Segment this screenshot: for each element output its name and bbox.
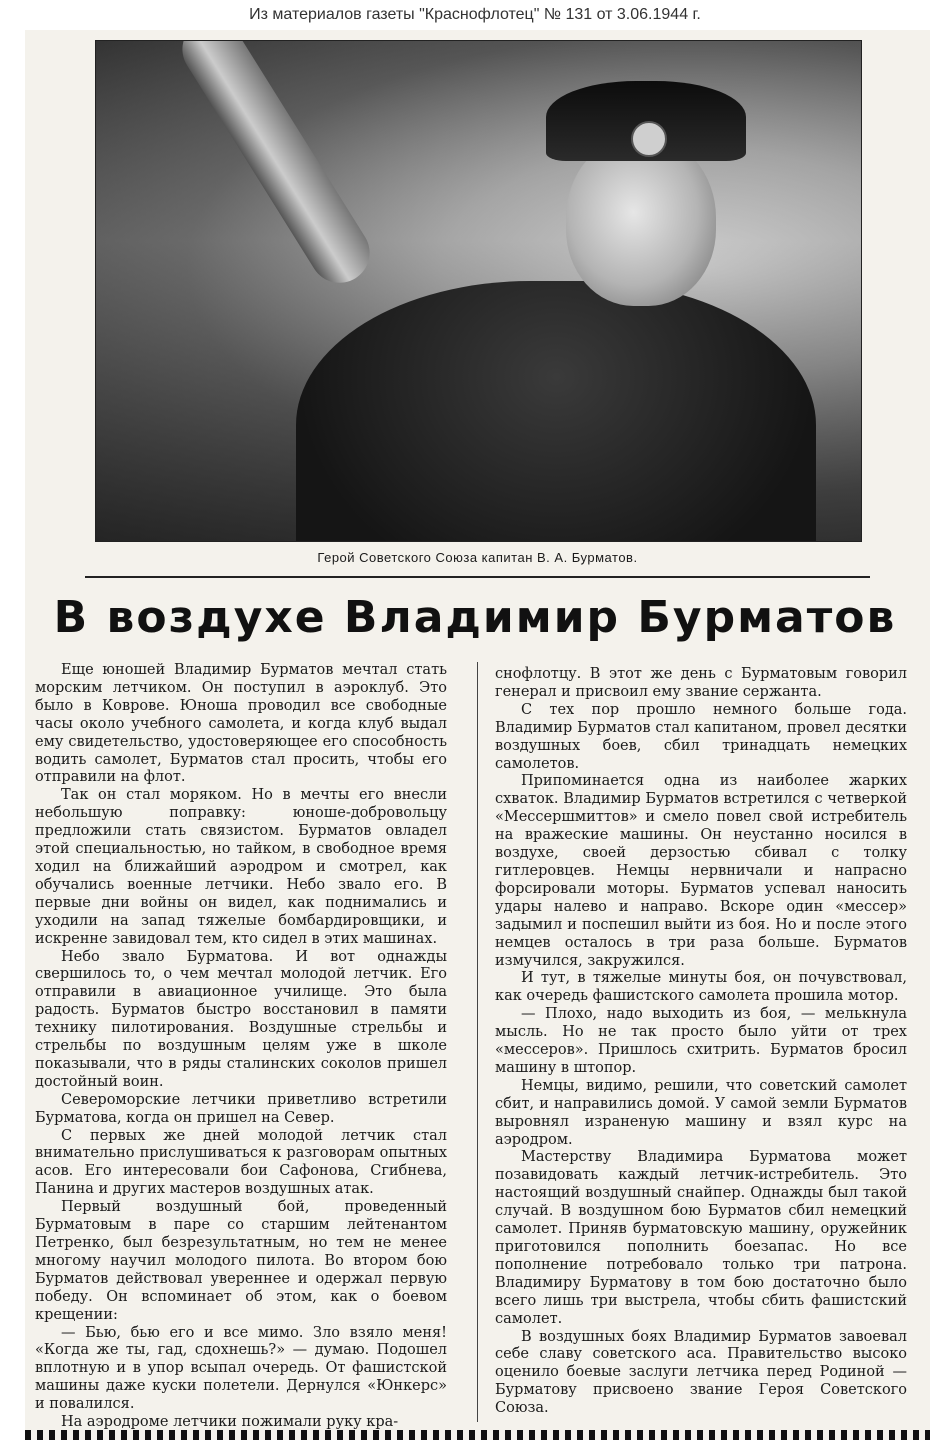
- paragraph: Так он стал моряком. Но в мечты его внесли небольшую поправку: юноше-добровольцу предложили стать связистом. Бурматов овладел этой специальностью, но тайком, в свободное время ходил на ближайший аэродром и смотрел, как обучались военные летчики. Небо звало его. В первые дни войны он видел, как поднимались и уходили на запад тяжелые бомбардировщики, и искренне завидовал тем, кто сидел в этих машинах.: [35, 787, 447, 947]
- paragraph: С тех пор прошло немного больше года. Владимир Бурматов стал капитаном, провел десятки воздушных боев, сбил тринадцать немецких самолетов.: [495, 701, 907, 772]
- paragraph: Еще юношей Владимир Бурматов мечтал стать морским летчиком. Он поступил в аэроклуб. Это было в Коврове. Юноша проводил все свободные часы около учебного самолета, и когда клуб выдал ему свидетельство, удостоверяющее его способность водить самолет, Бурматов стал просить, чтобы его отправили на флот.: [35, 662, 447, 786]
- column-divider: [477, 662, 478, 1422]
- fur-coat: [296, 281, 816, 542]
- article-headline: В воздухе Владимир Бурматов: [53, 592, 897, 643]
- paragraph: — Плохо, надо выходить из боя, — мелькнула мысль. Но не так просто было уйти от трех «мессеров». Пришлось схитрить. Бурматов бросил машину в штопор.: [495, 1006, 907, 1076]
- paragraph: Североморские летчики приветливо встретили Бурматова, когда он пришел на Север.: [35, 1091, 447, 1126]
- photo-caption: Герой Советского Союза капитан В. А. Бурматов.: [317, 550, 638, 565]
- article-column-left: [35, 662, 447, 1430]
- paragraph: Первый воздушный бой, проведенный Бурматовым в паре со старшим лейтенантом Петренко, был безрезультатным, но тем не менее многому научил молодого пилота. Во втором бою Бурматов действовал увереннее и одержал первую победу. Он вспоминает об этом, как о боевом крещении:: [35, 1199, 447, 1323]
- portrait-photo: [95, 40, 862, 542]
- paragraph: Припоминается одна из наиболее жарких схваток. Владимир Бурматов встретился с четверкой «Мессершмиттов» и смело повел свой истребитель на вражеские машины. Он неустанно носился в воздухе, своей дерзостью сбивал с толку гитлеровцев. Немцы нервничали и напрасно форсировали моторы. Бурматов успевал наносить удары налево и направо. Вскоре один «мессер» задымил и поспешил выйти из боя. Но и после этого немцев осталось в три раза больше. Бурматов измучился, закружился.: [495, 773, 907, 969]
- paragraph: И тут, в тяжелые минуты боя, он почувствовал, как очередь фашистского самолета прошила мотор.: [495, 970, 907, 1005]
- article-column-right: [495, 666, 907, 1434]
- paragraph: Небо звало Бурматова. И вот однажды свершилось то, о чем мечтал молодой летчик. Его отправили в авиационное училище. Это была радость. Бурматов быстро восстановил в памяти технику пилотирования. Воздушные стрельбы и стрельбы по воздушным целям уже в школе показывали, что в ряды сталинских соколов пришел достойный воин.: [35, 948, 447, 1090]
- cap-badge-icon: [631, 121, 667, 157]
- torn-edge: [25, 1430, 930, 1440]
- paragraph: На аэродроме летчики пожимали руку кра-: [61, 1414, 399, 1430]
- pilot-face: [566, 136, 716, 306]
- paragraph: Немцы, видимо, решили, что советский самолет сбит, и направились домой. У самой земли Бурматов выровнял израненую машину и взял курс на аэродром.: [495, 1077, 907, 1148]
- source-line: Из материалов газеты "Краснофлотец" № 131 от 3.06.1944 г.: [249, 6, 701, 23]
- paragraph: снофлотцу. В этот же день с Бурматовым говорил генерал и присвоил ему звание сержанта.: [495, 666, 907, 700]
- paragraph: В воздушных боях Владимир Бурматов завоевал себе славу советского аса. Правительство высоко оценило боевые заслуги летчика перед Родиной — Бурматову присвоено звание Героя Советского Союза.: [495, 1328, 907, 1417]
- paragraph: С первых же дней молодой летчик стал внимательно прислушиваться к разговорам опытных асов. Его интересовали бои Сафонова, Сгибнева, Панина и других мастеров воздушных атак.: [35, 1127, 447, 1198]
- paragraph: — Бью, бью его и все мимо. Зло взяло меня! «Когда же ты, гад, сдохнешь?» — думаю. Подошел вплотную и в упор всыпал очередь. От фашистской машины даже куски полетели. Дернулся «Юнкерс» и повалился.: [35, 1324, 447, 1413]
- newspaper-clipping: [25, 30, 930, 1440]
- paragraph: Мастерству Владимира Бурматова может позавидовать каждый летчик-истребитель. Это настоящий воздушный снайпер. Однажды был такой случай. В воздушном бою Бурматов сбил немецкий самолет. Приняв бурматовскую машину, оружейник приготовился пополнить боезапас. Но все пополнение потребовало только три патрона. Владимиру Бурматову в том бою достаточно было всего лишь три выстрела, чтобы сбить фашистский самолет.: [495, 1149, 907, 1327]
- caption-divider: [85, 576, 870, 578]
